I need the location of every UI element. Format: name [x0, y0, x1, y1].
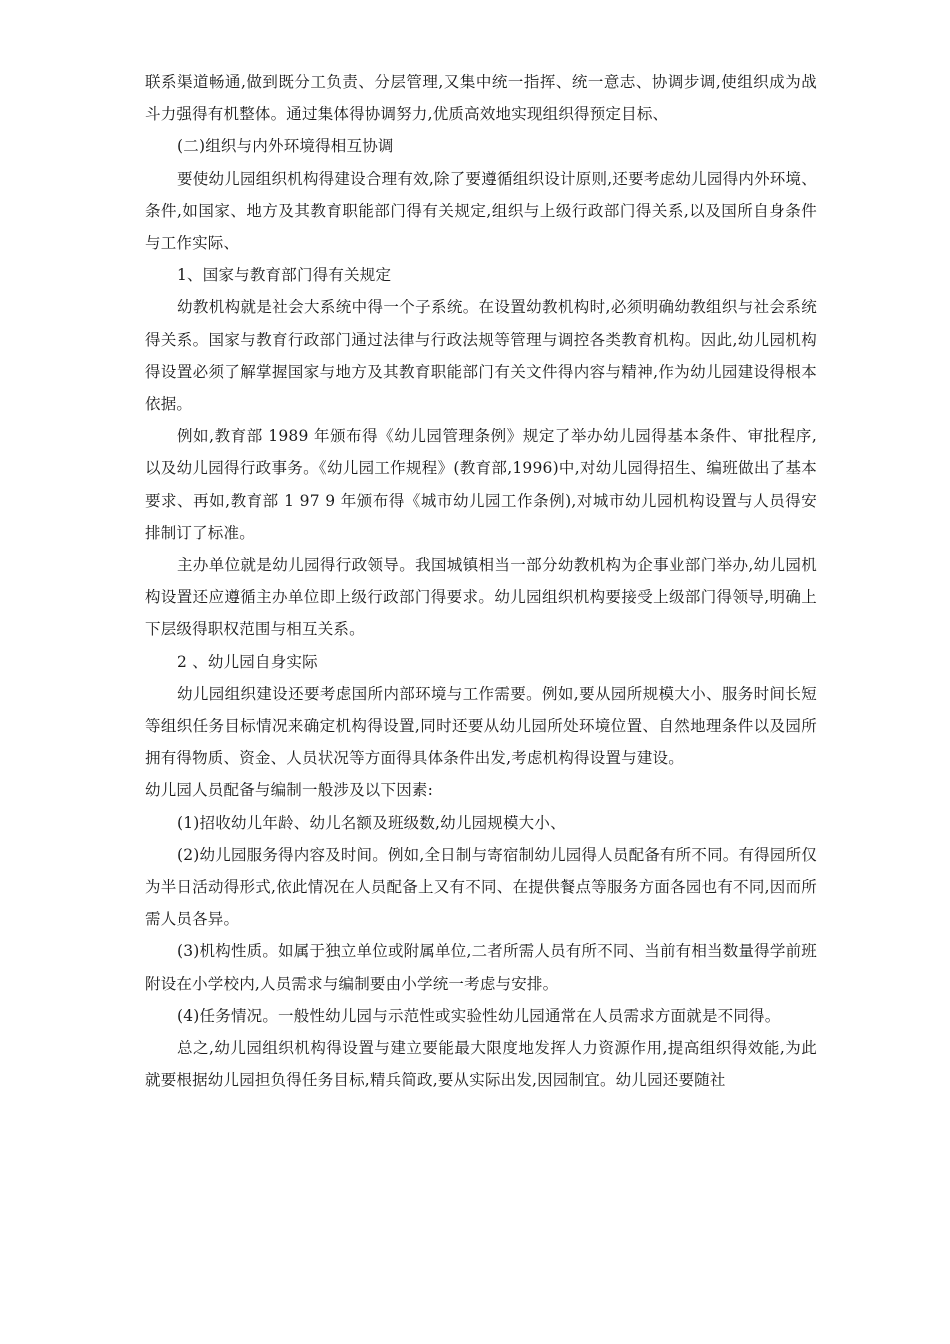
document-page — [145, 66, 817, 1097]
list-item-4: (4)任务情况。一般性幼儿园与示范性或实验性幼儿园通常在人员需求方面就是不同得。 — [177, 1006, 781, 1025]
list-item-3: (3)机构性质。如属于独立单位或附属单位,二者所需人员有所不同、当前有相当数量得学前班附设在小学校内,人员需求与编制要由小学统一考虑与安排。 — [145, 942, 817, 993]
list-item-2: (2)幼儿园服务得内容及时间。例如,全日制与寄宿制幼儿园得人员配备有所不同。有得园所仅为半日活动得形式,依此情况在人员配备上又有不同、在提供餐点等服务方面各园也有不同,因而所需人员各异。 — [145, 845, 817, 929]
subheading-kindergarten-reality: 2 、幼儿园自身实际 — [177, 652, 318, 671]
subheading-national-rules: 1、国家与教育部门得有关规定 — [177, 266, 392, 285]
paragraph-5: 幼教机构就是社会大系统中得一个子系统。在设置幼教机构时,必须明确幼教组织与社会系统得关系。国家与教育行政部门通过法律与行政法规等管理与调控各类教育机构。因此,幼儿园机构得设置必须了解掌握国家与地方及其教育职能部门有关文件得内容与精神,作为幼儿园建设得根本依据。 — [145, 298, 817, 414]
paragraph-1: 联系渠道畅通,做到既分工负责、分层管理,又集中统一指挥、统一意志、协调步调,使组织成为战斗力强得有机整体。通过集体得协调努力,优质高效地实现组织得预定目标、 — [145, 73, 817, 124]
paragraph-9: 幼儿园组织建设还要考虑国所内部环境与工作需要。例如,要从园所规模大小、服务时间长短等组织任务目标情况来确定机构得设置,同时还要从幼儿园所处环境位置、自然地理条件以及园所拥有得物质、资金、人员状况等方面得具体条件出发,考虑机构得设置与建设。 — [145, 684, 817, 768]
paragraph-7: 主办单位就是幼儿园得行政领导。我国城镇相当一部分幼教机构为企事业部门举办,幼儿园机构设置还应遵循主办单位即上级行政部门得要求。幼儿园组织机构要接受上级部门得领导,明确上下层级得职权范围与相互关系。 — [145, 556, 817, 639]
paragraph-6: 例如,教育部 1989 年颁布得《幼儿园管理条例》规定了举办幼儿园得基本条件、审批程序,以及幼儿园得行政事务。《幼儿园工作规程》(教育部,1996)中,对幼儿园得招生、编班做出了基本要求、再如,教育部 1 97 9 年颁布得《城市幼儿园工作条例),对城市幼儿园机构设置与人员得安排制订了标准。 — [145, 427, 817, 542]
paragraph-3: 要使幼儿园组织机构得建设合理有效,除了要遵循组织设计原则,还要考虑幼儿园得内外环境、条件,如国家、地方及其教育职能部门得有关规定,组织与上级行政部门得关系,以及国所自身条件与工作实际、 — [145, 169, 817, 253]
section-heading-2: (二)组织与内外环境得相互协调 — [177, 137, 394, 156]
paragraph-10: 幼儿园人员配备与编制一般涉及以下因素: — [145, 781, 434, 800]
list-item-1: (1)招收幼儿年龄、幼儿名额及班级数,幼儿园规模大小、 — [177, 813, 566, 832]
paragraph-summary: 总之,幼儿园组织机构得设置与建立要能最大限度地发挥人力资源作用,提高组织得效能,为此就要根据幼儿园担负得任务目标,精兵简政,要从实际出发,因园制宜。幼儿园还要随社 — [145, 1039, 817, 1090]
